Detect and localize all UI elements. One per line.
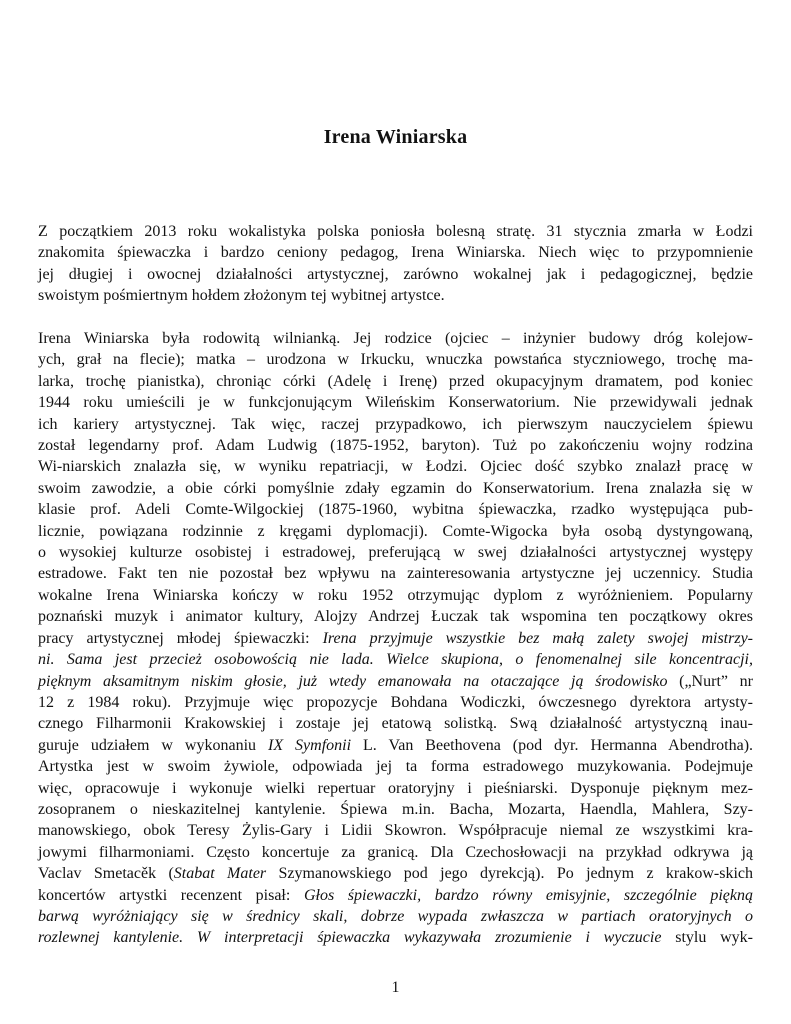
italic-text-run: ni. Sama jest przecież osobowością nie lada. Wielce skupiona, o fenomenalnej sile koncentracji,: [38, 651, 753, 669]
italic-text-run: rozlewnej kantylenie. W interpretacji śpiewaczka wykazywała zrozumienie i wyczucie: [38, 929, 662, 947]
text-run: klasie prof. Adeli Comte-Wilgockiej (1875-1960, wybitna śpiewaczka, rzadko występująca pub-: [38, 501, 753, 519]
text-run: estradowe. Fakt ten nie pozostał bez wpływu na zainteresowania artystyczne jej uczennicy. Studia: [38, 565, 753, 583]
text-line: [38, 563, 753, 584]
text-line: [38, 242, 753, 263]
italic-text-run: pięknym aksamitnym niskim głosie, już wtedy emanowała na otaczające ją środowisko: [38, 672, 668, 690]
text-run: o wysokiej kulturze osobistej i estradowej, preferującą w swej działalności artystycznej występy: [38, 544, 753, 562]
text-line: [38, 778, 753, 799]
text-line: [38, 799, 753, 820]
text-run: pracy artystycznej młodej śpiewaczki:: [38, 629, 323, 647]
page-number: 1: [391, 979, 400, 996]
text-line: [38, 863, 753, 884]
text-run: Vaclav Smetacěk (: [38, 865, 174, 883]
text-run: ych, grał na flecie); matka – urodzona w Irkucku, wnuczka powstańca styczniowego, trochę ma-: [38, 351, 753, 369]
italic-text-run: Irena przyjmuje wszystkie bez małą zalety swojej mistrzy-: [322, 629, 753, 647]
text-run: Z początkiem 2013 roku wokalistyka polska poniosła bolesną stratę. 31 stycznia zmarła w Łodzi: [38, 223, 753, 240]
text-line: [38, 435, 753, 456]
text-run: ich kariery artystycznej. Tak więc, raczej przypadkowo, ich pierwszym nauczycielem śpiewu: [38, 415, 753, 433]
text-line: [38, 906, 753, 927]
text-line: [38, 713, 753, 734]
text-line: [38, 371, 753, 392]
text-line: [38, 542, 753, 563]
text-line: [38, 927, 753, 948]
document-body: [38, 221, 753, 949]
text-run: stylu wyk-: [661, 929, 753, 947]
text-run: 1944 roku umieścili je w funkcjonującym Wileńskim Konserwatorium. Nie przewidywali jednak: [38, 394, 753, 412]
text-line: [38, 521, 753, 542]
text-run: cznego Filharmonii Krakowskiej i zostaje jej etatową solistką. Swą działalność artystyczną inau-: [38, 715, 753, 733]
text-run: Wi-niarskich znalazła się, w wyniku repatriacji, w Łodzi. Ojciec dość szybko znalazł pracę w: [38, 458, 753, 476]
text-line: [38, 735, 753, 756]
text-run: („Nurt” nr: [667, 672, 753, 690]
text-run: zosopranem o nieskazitelnej kantylenie. Śpiewa m.in. Bacha, Mozarta, Haendla, Mahlera, Szy-: [38, 800, 753, 818]
text-run: larka, trochę pianistka), chroniąc córki (Adelę i Irenę) przed okupacyjnym dramatem, pod koniec: [38, 372, 753, 390]
page-title: Irena Winiarska: [323, 126, 468, 148]
italic-text-run: Stabat Mater: [173, 865, 267, 883]
text-line: [38, 221, 753, 242]
text-line: [38, 478, 753, 499]
text-run: koncertów artystki recenzent pisał:: [38, 886, 304, 904]
italic-text-run: barwą wyróżniający się w średnicy skali, dobrze wypada zwłaszcza w partiach oratoryjnych o: [38, 907, 753, 925]
text-run: Artystka jest w swoim żywiole, odpowiada jej ta forma estradowego muzykowania. Podejmuje: [38, 758, 753, 776]
text-run: 12 z 1984 roku). Przyjmuje więc propozycje Bohdana Wodiczki, ówczesnego dyrektora artysty-: [38, 693, 753, 711]
text-run: licznie, powiązana rodzinnie z kręgami dyplomacji). Comte-Wigocka była osobą dystyngowaną,: [38, 522, 753, 540]
text-line: [38, 671, 753, 692]
italic-text-run: Głos śpiewaczki, bardzo równy emisyjnie, szczególnie piękną: [303, 886, 753, 904]
text-run: Irena Winiarska była rodowitą wilnianką. Jej rodzice (ojciec – inżynier budowy dróg kolejow-: [38, 330, 753, 348]
text-line: [38, 414, 753, 435]
text-run: guruje udziałem w wykonaniu: [38, 736, 268, 754]
text-line: [38, 606, 753, 627]
text-run: Szymanowskiego pod jego dyrekcją). Po jednym z krakow-skich: [266, 865, 753, 883]
text-line: [38, 885, 753, 906]
text-line: [38, 628, 753, 649]
text-line: [38, 392, 753, 413]
paragraph: [38, 221, 753, 307]
text-run: jej długiej i owocnej działalności artystycznej, zarówno wokalnej jak i pedagogicznej, będzie: [38, 265, 753, 283]
text-line: [38, 692, 753, 713]
paragraph: [38, 328, 753, 949]
text-line: [38, 349, 753, 370]
italic-text-run: IX Symfonii: [268, 736, 352, 754]
text-run: znakomita śpiewaczka i bardzo ceniony pedagog, Irena Winiarska. Niech więc to przypomnienie: [38, 244, 753, 262]
text-line: [38, 285, 753, 306]
text-run: został legendarny prof. Adam Ludwig (1875-1952, baryton). Tuż po zakończeniu wojny rodzina: [38, 437, 753, 455]
text-line: [38, 264, 753, 285]
text-run: L. Van Beethovena (pod dyr. Hermanna Abendrotha).: [351, 736, 754, 754]
text-line: [38, 585, 753, 606]
text-run: więc, opracowuje i wykonuje wielki repertuar oratoryjny i pieśniarski. Dysponuje pięknym mez-: [38, 779, 753, 797]
text-run: jowymi filharmoniami. Często koncertuje za granicą. Dla Czechosłowacji na przykład odkrywa ją: [38, 843, 753, 861]
text-run: swoistym pośmiertnym hołdem złożonym tej wybitnej artystce.: [38, 287, 445, 305]
text-line: [38, 328, 753, 349]
text-run: swoim zawodzie, a obie córki pomyślnie zdały egzamin do Konserwatorium. Irena znalazła się w: [38, 479, 753, 497]
text-line: [38, 456, 753, 477]
text-line: [38, 756, 753, 777]
text-line: [38, 649, 753, 670]
text-line: [38, 820, 753, 841]
text-run: manowskiego, obok Teresy Żylis-Gary i Lidii Skowron. Współpracuje niemal ze wszystkimi kra-: [38, 822, 753, 840]
text-line: [38, 499, 753, 520]
text-run: wokalne Irena Winiarska kończy w roku 1952 otrzymując dyplom z wyróżnieniem. Popularny: [38, 586, 753, 604]
text-run: poznański muzyk i animator kultury, Alojzy Andrzej Łuczak tak wspomina ten początkowy okres: [38, 608, 753, 626]
text-line: [38, 842, 753, 863]
